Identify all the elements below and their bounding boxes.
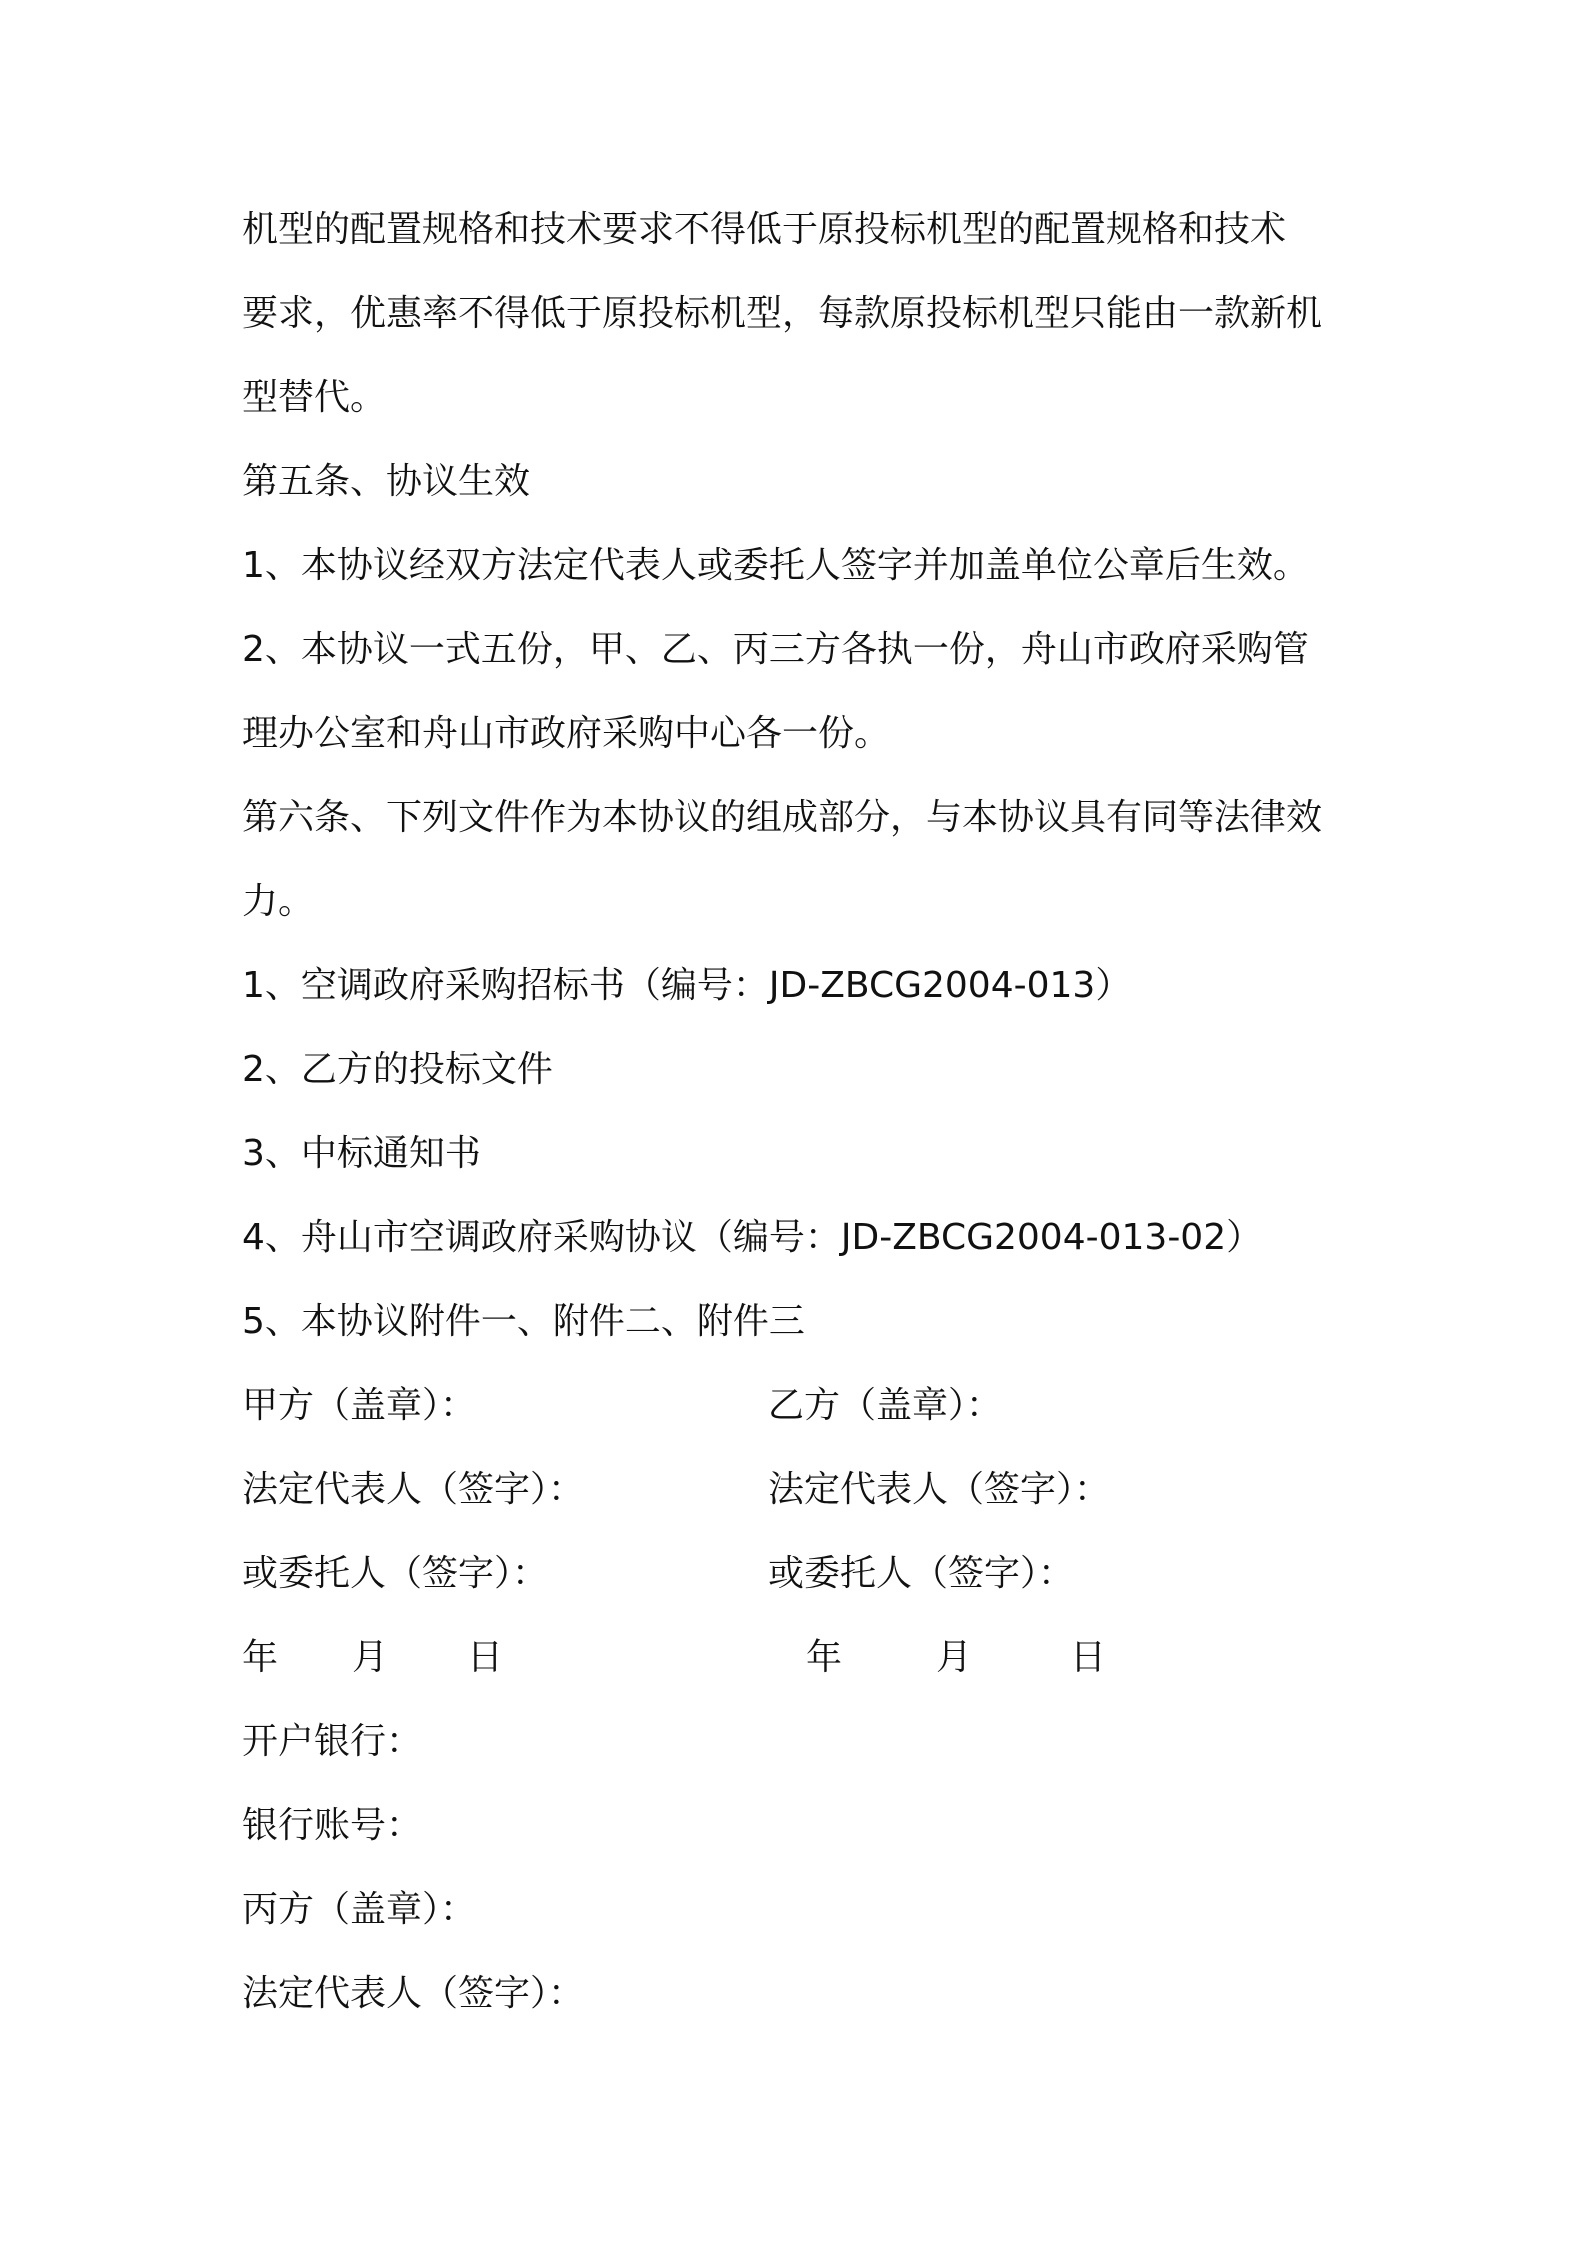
bank-account-label: 银行账号：	[242, 1805, 423, 1846]
list-item: 4、舟山市空调政府采购协议（编号：JD-ZBCG2004-013-02）	[242, 1217, 1263, 1258]
article-5-heading: 第五条、协议生效	[242, 461, 531, 502]
article-5-clause-2: 2、本协议一式五份，甲、乙、丙三方各执一份，舟山市政府采购管	[242, 629, 1309, 670]
article-5-clause-2-cont: 理办公室和舟山市政府采购中心各一份。	[242, 713, 891, 754]
paragraph-line: 型替代。	[242, 377, 387, 418]
party-b-date-day: 日	[1070, 1637, 1107, 1678]
party-a-seal-label: 甲方（盖章）：	[242, 1385, 477, 1426]
party-b-date-month: 月	[936, 1637, 973, 1678]
list-item: 2、乙方的投标文件	[242, 1049, 553, 1090]
party-b-agent-label: 或委托人（签字）：	[768, 1553, 1075, 1594]
article-6-heading-cont: 力。	[242, 881, 315, 922]
party-b-date-year: 年	[806, 1637, 843, 1678]
party-a-agent-label: 或委托人（签字）：	[242, 1553, 549, 1594]
article-6-heading: 第六条、下列文件作为本协议的组成部分，与本协议具有同等法律效	[242, 797, 1323, 838]
party-a-date-year: 年	[242, 1637, 279, 1678]
party-c-seal-label: 丙方（盖章）：	[242, 1889, 477, 1930]
party-a-date-day: 日	[467, 1637, 504, 1678]
article-5-clause-1: 1、本协议经双方法定代表人或委托人签字并加盖单位公章后生效。	[242, 545, 1309, 586]
paragraph-line: 机型的配置规格和技术要求不得低于原投标机型的配置规格和技术	[242, 209, 1287, 250]
party-a-legal-rep-label: 法定代表人（签字）：	[242, 1469, 585, 1510]
party-b-legal-rep-label: 法定代表人（签字）：	[768, 1469, 1111, 1510]
party-b-seal-label: 乙方（盖章）：	[768, 1385, 1003, 1426]
paragraph-line: 要求，优惠率不得低于原投标机型，每款原投标机型只能由一款新机	[242, 293, 1323, 334]
bank-label: 开户银行：	[242, 1721, 423, 1762]
list-item: 5、本协议附件一、附件二、附件三	[242, 1301, 805, 1342]
list-item: 1、空调政府采购招标书（编号：JD-ZBCG2004-013）	[242, 965, 1132, 1006]
list-item: 3、中标通知书	[242, 1133, 481, 1174]
party-c-legal-rep-label: 法定代表人（签字）：	[242, 1973, 585, 2014]
party-a-date-month: 月	[352, 1637, 389, 1678]
